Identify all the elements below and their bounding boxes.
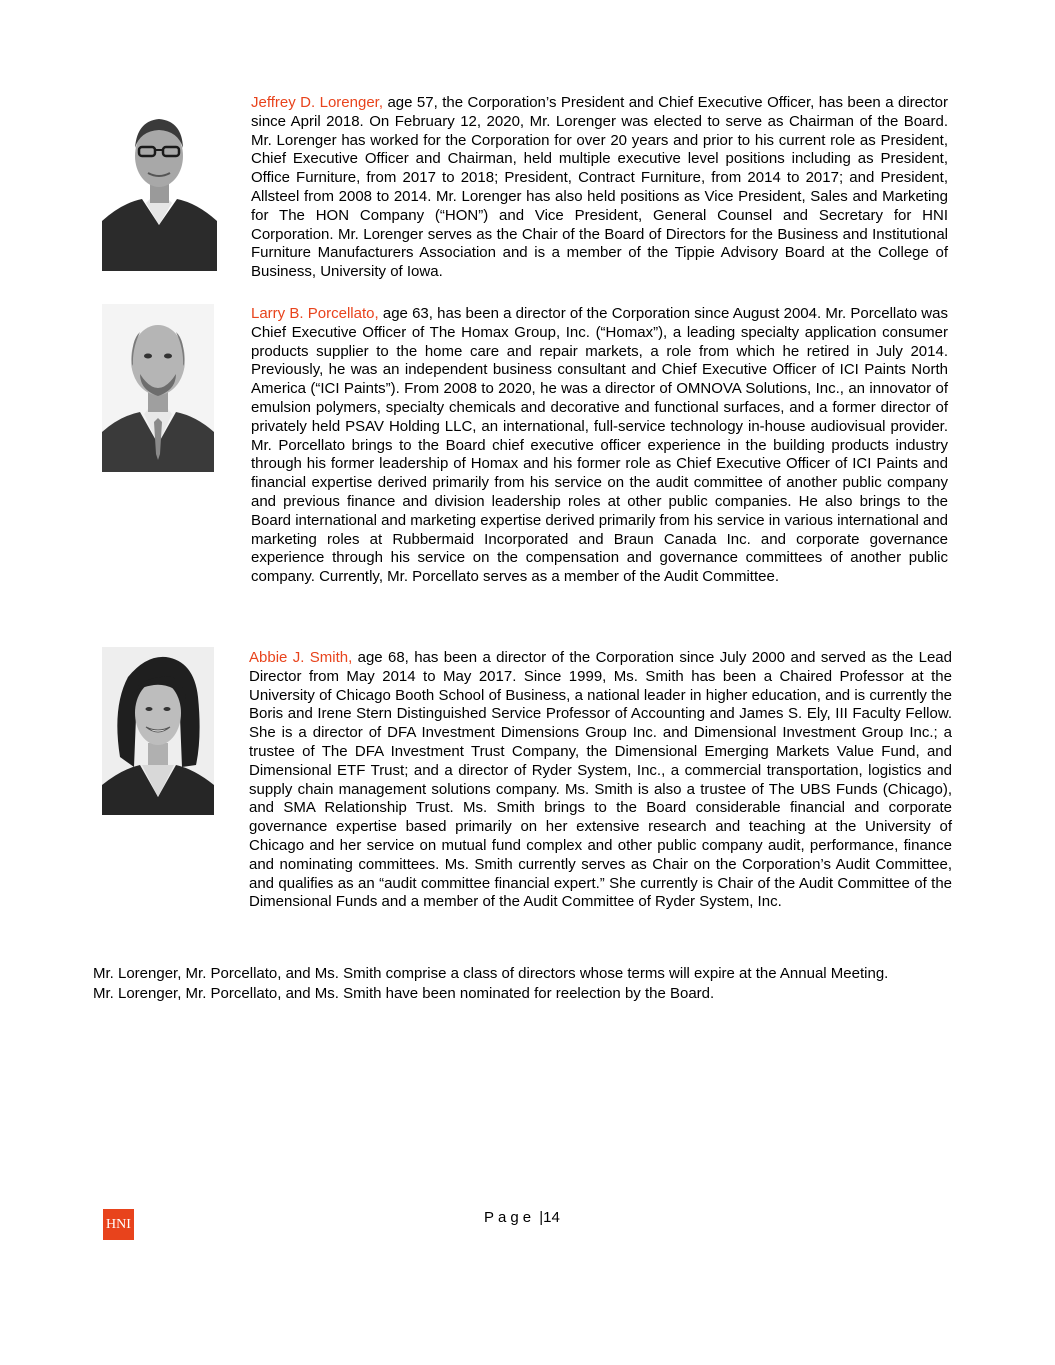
director-name-smith: Abbie J. Smith, [249,649,353,666]
director-bio-porcellato [251,305,948,587]
summary-line-2: Mr. Lorenger, Mr. Porcellato, and Ms. Smith have been nominated for reelection by the Board. [93,985,715,1002]
director-bio-lorenger [251,94,948,282]
page-label: Page [484,1209,536,1226]
director-bio-smith [249,649,952,912]
director-bio-text-porcellato: age 63, has been a director of the Corporation since August 2004. Mr. Porcellato was Chief Executive Officer of The Homax Group, Inc. (“Homax”), a leading specialty application consumer products supplier to the home care and repair markets, a role from which he retired in July 2014. Previously, he was an independent business consultant and Chief Executive Officer of ICI Paints North America (“ICI Paints”). From 2008 to 2020, he was a director of OMNOVA Solutions, Inc., an innovator of emulsion polymers, specialty chemicals and decorative and functional surfaces, and a former director of privately held PSAV Holding LLC, an international, full-service technology in-house audiovisual provider. Mr. Porcellato brings to the Board chief executive officer experience in the building products industry through his former leadership of Homax and his former role as Chief Executive Officer of ICI Paints and financial expertise derived primarily from his service on the audit committee of another public company and previous finance and division leadership roles at other public companies. He also brings to the Board international and marketing expertise derived primarily from his service in various international and marketing roles at Rubbermaid Incorporated and Braun Canada Inc. and corporate governance experience through his service on the compensation and governance committees of another public company. Currently, Mr. Porcellato serves as a member of the Audit Committee. [251,305,949,586]
director-photo-porcellato [102,304,214,472]
page-number-value: 14 [543,1209,560,1226]
summary-line-1: Mr. Lorenger, Mr. Porcellato, and Ms. Smith comprise a class of directors whose terms will expire at the Annual Meeting. [93,965,889,982]
page-separator: | [539,1209,544,1226]
director-name-porcellato: Larry B. Porcellato, [251,305,379,322]
director-bio-text-smith: age 68, has been a director of the Corporation since July 2000 and served as the Lead Director from May 2014 to May 2017. Since 1999, Ms. Smith has been a Chaired Professor at the University of Chicago Booth School of Business, a national leader in higher education, and is currently the Boris and Irene Stern Distinguished Service Professor of Accounting and James S. Ely, III Faculty Fellow. She is a director of DFA Investment Dimensions Group Inc. and Dimensional Investment Group Inc.; a trustee of The DFA Investment Trust Company, the Dimensional Emerging Markets Value Fund, and Dimensional ETF Trust; and a director of Ryder System, Inc., a commercial transportation, logistics and supply chain management solutions company. Ms. Smith is also a trustee of The UBS Funds (Chicago), and SMA Relationship Trust. Ms. Smith brings to the Board considerable financial and corporate governance expertise based primarily on her extensive research and teaching at the University of Chicago and her service on mutual fund complex and other public company audit, performance, finance and nominating committees. Ms. Smith currently serves as Chair on the Corporation’s Audit Committee, and qualifies as an “audit committee financial expert.” She currently is Chair of the Audit Committee of the Dimensional Funds and a member of the Audit Committee of Ryder System, Inc. [249,649,952,911]
director-name-lorenger: Jeffrey D. Lorenger, [251,94,384,111]
director-photo-lorenger [102,103,217,271]
director-bio-text-lorenger: age 57, the Corporation’s President and Chief Executive Officer, has been a director since April 2018. On February 12, 2020, Mr. Lorenger was elected to serve as Chairman of the Board. Mr. Lorenger has worked for the Corporation for over 20 years and prior to his current role as President, Chief Executive Officer and Chairman, held multiple executive level positions including as President, Office Furniture, from 2017 to 2018; President, Contract Furniture, from 2014 to 2017; and President, Allsteel from 2008 to 2014. Mr. Lorenger has also held positions as Vice President, Sales and Marketing for The HON Company (“HON”) and Vice President, General Counsel and Secretary for HNI Corporation. Mr. Lorenger serves as the Chair of the Board of Directors for the Business and Institutional Furniture Manufacturers Association and is a member of the Tippie Advisory Board at the College of Business, University of Iowa. [251,94,948,281]
director-photo-smith [102,647,214,815]
page-number [484,1209,560,1227]
nomination-summary [93,964,973,1004]
hni-logo: HNI [103,1209,134,1240]
